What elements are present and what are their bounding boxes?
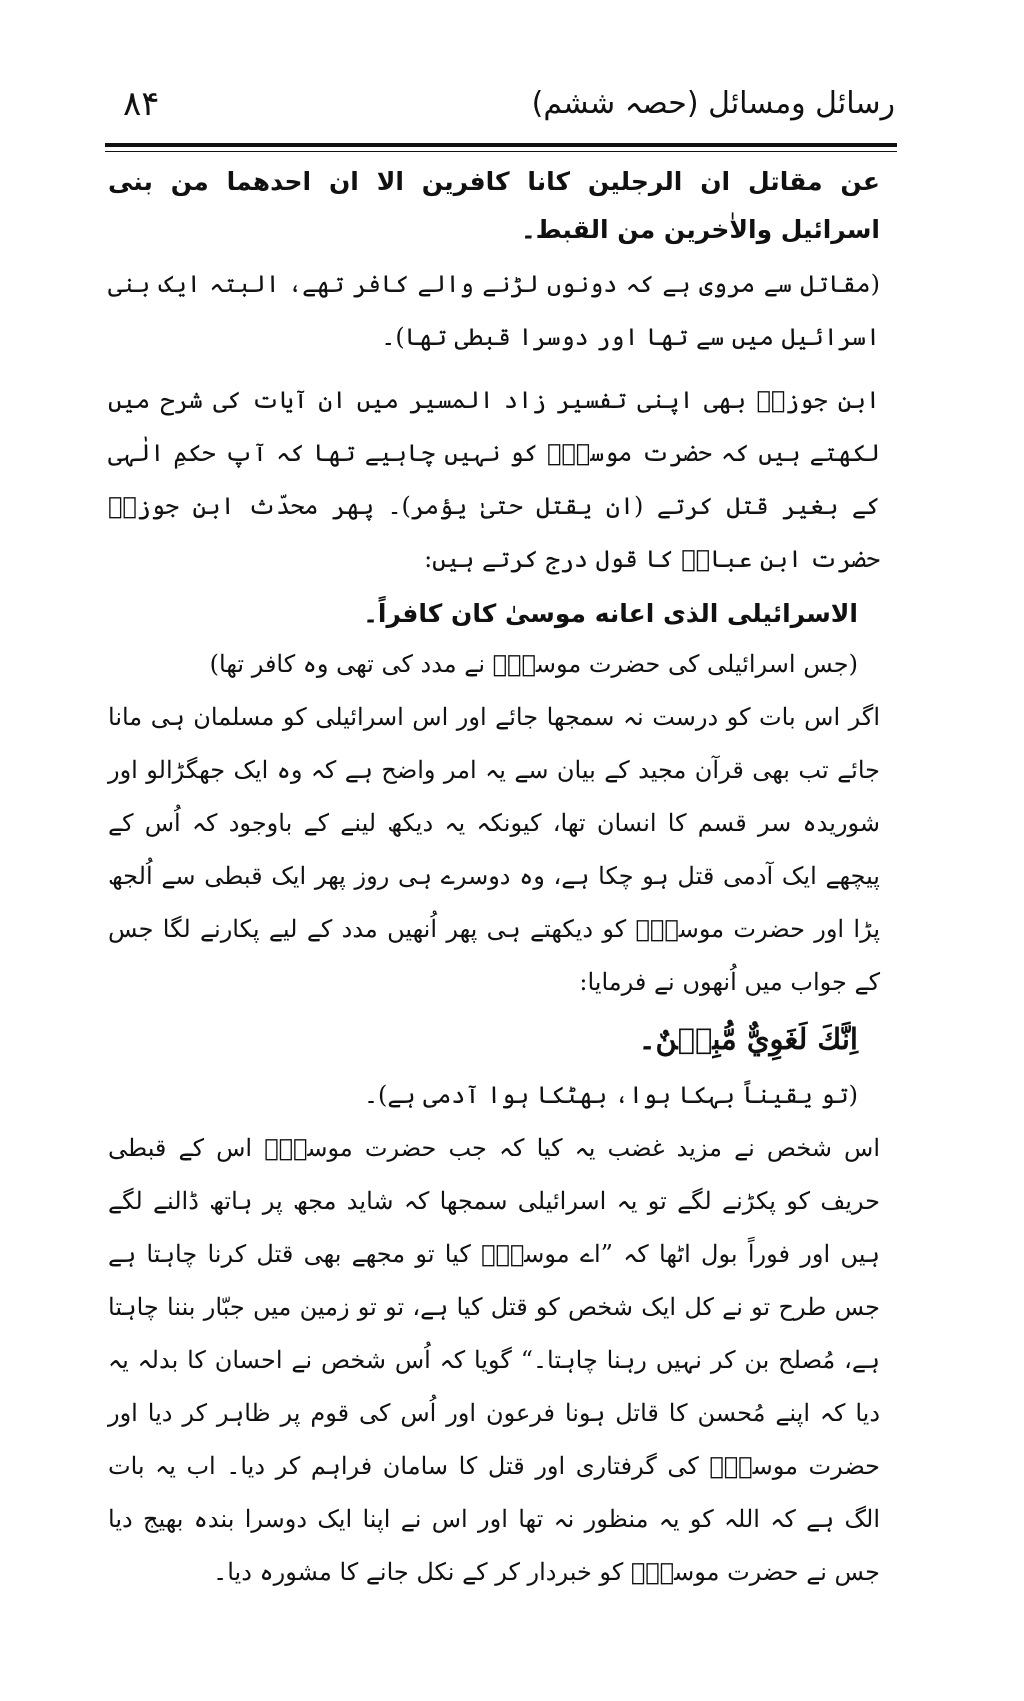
- page-header: [105, 78, 895, 138]
- header-rule-thick: [105, 143, 897, 147]
- header-rule-thin: [105, 151, 897, 152]
- page-body: [108, 158, 880, 1599]
- translation-muqatil: (مقاتل سے مروی ہے کہ دونوں لڑنے والے کافر تھے، البتہ ایک بنی اسرائیل میں سے تھا اور دوسرا قبطی تھا)۔: [108, 270, 880, 351]
- arabic-quote-muqatil: عن مقاتل ان الرجلین کانا کافرین الا ان احدھما من بنی اسرائیل والاٰخرین من القبط۔: [108, 167, 880, 244]
- arabic-quote-ibn-abbas: الاسرائیلی الذی اعانه موسیٰ کان کافراً۔: [363, 599, 858, 628]
- running-title: رسائل ومسائل (حصہ ششم): [531, 86, 895, 121]
- quran-verse: اِنَّكَ لَغَوِيٌّ مُّبِيۡنٌ۔: [638, 1022, 858, 1056]
- paragraph-ibn-jawzi: ابنِ جوزیؒ بھی اپنی تفسیر زاد المسیر میں ان آیات کی شرح میں لکھتے ہیں کہ حضرت موسیٰؑ کو نہیں چاہیے تھا کہ آپ حکمِ الٰہی کے بغیر قتل کرتے (ان یقتل حتیٰ یؤمر)۔ پھر محدّث ابنِ جوزیؒ حضرت ابن عباسؓ کا قول درج کرتے ہیں:: [108, 386, 880, 573]
- page-number: ۸۴: [123, 84, 160, 124]
- paragraph-israeli-quarrelsome: اگر اس بات کو درست نہ سمجھا جائے اور اس اسرائیلی کو مسلمان ہی مانا جائے تب بھی قرآن مجید کے بیان سے یہ امر واضح ہے کہ وہ ایک جھگڑالو اور شوریدہ سر قسم کا انسان تھا، کیونکہ یہ دیکھ لینے کے باوجود کہ اُس کے پیچھے ایک آدمی قتل ہو چکا ہے، وہ دوسرے ہی روز پھر ایک قبطی سے اُلجھ پڑا اور حضرت موسیٰؑ کو دیکھتے ہی پھر اُنھیں مدد کے لیے پکارنے لگا جس کے جواب میں اُنھوں نے فرمایا:: [108, 703, 881, 996]
- translation-verse: (تو یقیناً بہکا ہوا، بھٹکا ہوا آدمی ہے)۔: [363, 1081, 858, 1109]
- translation-ibn-abbas: (جس اسرائیلی کی حضرت موسیٰؑ نے مدد کی تھی وہ کافر تھا): [209, 650, 858, 678]
- paragraph-further-wrath: اس شخص نے مزید غضب یہ کیا کہ جب حضرت موسیٰؑ اس کے قبطی حریف کو پکڑنے لگے تو یہ اسرائیلی سمجھا کہ شاید مجھ پر ہاتھ ڈالنے لگے ہیں اور فوراً بول اٹھا کہ ”اے موسیٰؑ کیا تو مجھے بھی قتل کرنا چاہتا ہے جس طرح تو نے کل ایک شخص کو قتل کیا ہے، تو تو زمین میں جبّار بننا چاہتا ہے، مُصلح بن کر نہیں رہنا چاہتا۔“ گویا کہ اُس شخص نے احسان کا بدلہ یہ دیا کہ اپنے مُحسن کا قاتل ہونا فرعون اور اُس کی قوم پر ظاہر کر دیا اور حضرت موسیٰؑ کی گرفتاری اور قتل کا سامان فراہم کر دیا۔ اب یہ بات الگ ہے کہ اللہ کو یہ منظور نہ تھا اور اس نے اپنا ایک دوسرا بندہ بھیج دیا جس نے حضرت موسیٰؑ کو خبردار کر کے نکل جانے کا مشورہ دیا۔: [108, 1134, 880, 1586]
